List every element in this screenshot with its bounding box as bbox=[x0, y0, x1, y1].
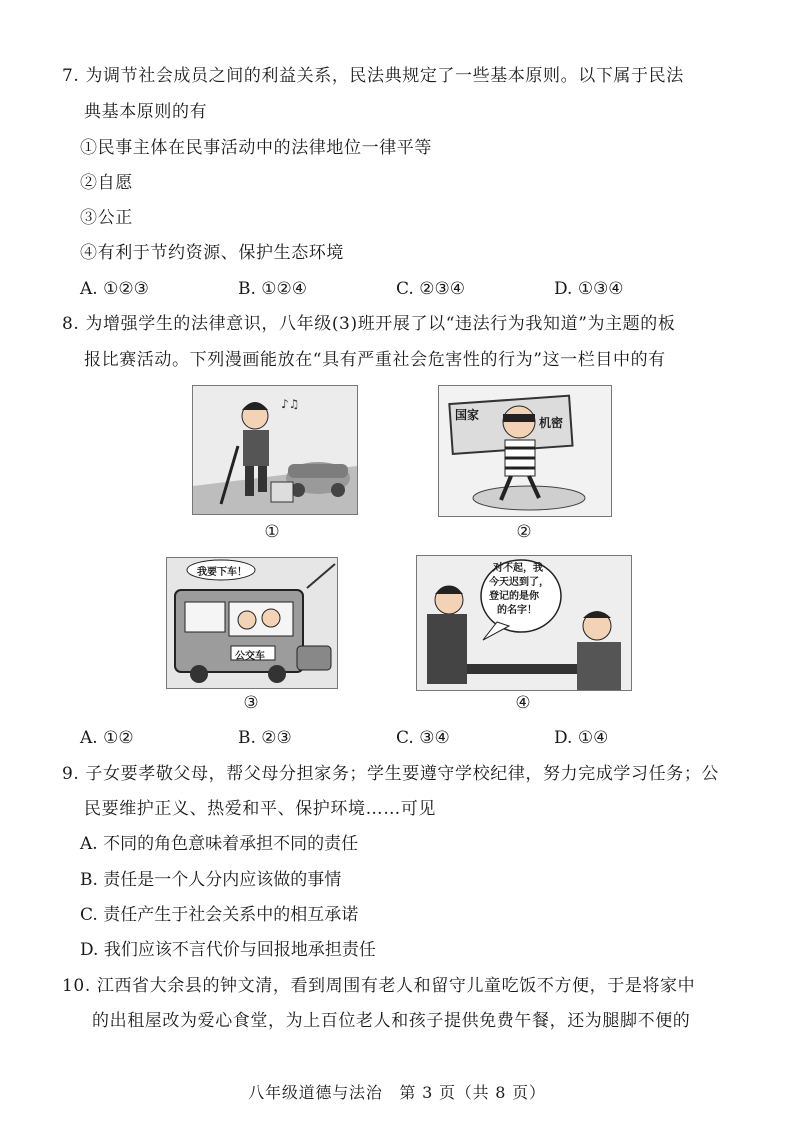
cartoon-4-speech-line3: 登记的是你 bbox=[489, 591, 539, 602]
q7-item-4: ④有利于节约资源、保护生态环境 bbox=[80, 243, 344, 263]
q9-option-b[interactable]: B. 责任是一个人分内应该做的事情 bbox=[80, 870, 342, 890]
q7-item-3: ③公正 bbox=[80, 208, 133, 228]
cartoon-3-speech: 我要下车！ bbox=[197, 567, 247, 578]
cartoon-1-vandalism-icon bbox=[192, 385, 358, 515]
q7-option-c[interactable]: C. ②③④ bbox=[396, 279, 465, 299]
q7-stem-line2: 典基本原则的有 bbox=[84, 102, 208, 122]
q8-option-b[interactable]: B. ②③ bbox=[238, 728, 292, 748]
q8-option-c[interactable]: C. ③④ bbox=[396, 728, 450, 748]
cartoon-4-speech-line1: 对不起，我 bbox=[493, 563, 543, 574]
cartoon-4-speech-line4: 的名字！ bbox=[497, 605, 537, 616]
q8-option-a[interactable]: A. ①② bbox=[80, 728, 134, 748]
cartoon-3-bus-label: 公交车 bbox=[235, 651, 265, 662]
cartoon-2-state-secret-theft-icon bbox=[438, 385, 612, 517]
cartoon-3-bus-hijack-icon bbox=[166, 557, 338, 689]
cartoon-4-late-registration-icon bbox=[416, 555, 632, 691]
q8-stem-line2: 报比赛活动。下列漫画能放在“具有严重社会危害性的行为”这一栏目中的有 bbox=[84, 350, 666, 370]
q9-option-a[interactable]: A. 不同的角色意味着承担不同的责任 bbox=[80, 834, 359, 854]
q8-option-d[interactable]: D. ①④ bbox=[554, 728, 609, 748]
q7-option-b[interactable]: B. ①②④ bbox=[238, 279, 308, 299]
q9-stem-line1: 9. 子女要孝敬父母，帮父母分担家务；学生要遵守学校纪律，努力完成学习任务；公 bbox=[62, 764, 720, 784]
q10-stem-line2: 的出租屋改为爱心食堂，为上百位老人和孩子提供免费午餐，还为腿脚不便的 bbox=[92, 1011, 691, 1031]
cartoon-2-label-secret: 机密 bbox=[539, 416, 564, 430]
cartoon-2-label-state: 国家 bbox=[455, 408, 480, 422]
q7-item-2: ②自愿 bbox=[80, 173, 133, 193]
cartoon-3-caption: ③ bbox=[243, 693, 259, 713]
q7-option-a[interactable]: A. ①②③ bbox=[80, 279, 149, 299]
q9-option-c[interactable]: C. 责任产生于社会关系中的相互承诺 bbox=[80, 905, 359, 925]
svg-text:♪♫: ♪♫ bbox=[281, 397, 300, 411]
cartoon-4-speech-line2: 今天迟到了， bbox=[489, 577, 549, 588]
q10-stem-line1: 10. 江西省大余县的钟文清，看到周围有老人和留守儿童吃饭不方便，于是将家中 bbox=[62, 976, 696, 996]
q7-option-d[interactable]: D. ①③④ bbox=[554, 279, 624, 299]
q9-stem-line2: 民要维护正义、热爱和平、保护环境……可见 bbox=[84, 799, 436, 819]
page-footer: 八年级道德与法治 第 3 页（共 8 页） bbox=[248, 1083, 546, 1102]
cartoon-1-caption: ① bbox=[264, 522, 280, 542]
q8-stem-line1: 8. 为增强学生的法律意识，八年级(3)班开展了以“违法行为我知道”为主题的板 bbox=[62, 314, 676, 334]
q9-option-d[interactable]: D. 我们应该不言代价与回报地承担责任 bbox=[80, 940, 376, 960]
cartoon-4-caption: ④ bbox=[515, 693, 531, 713]
q7-item-1: ①民事主体在民事活动中的法律地位一律平等 bbox=[80, 138, 432, 158]
q7-stem-line1: 7. 为调节社会成员之间的利益关系，民法典规定了一些基本原则。以下属于民法 bbox=[62, 66, 684, 86]
cartoon-2-caption: ② bbox=[516, 522, 532, 542]
